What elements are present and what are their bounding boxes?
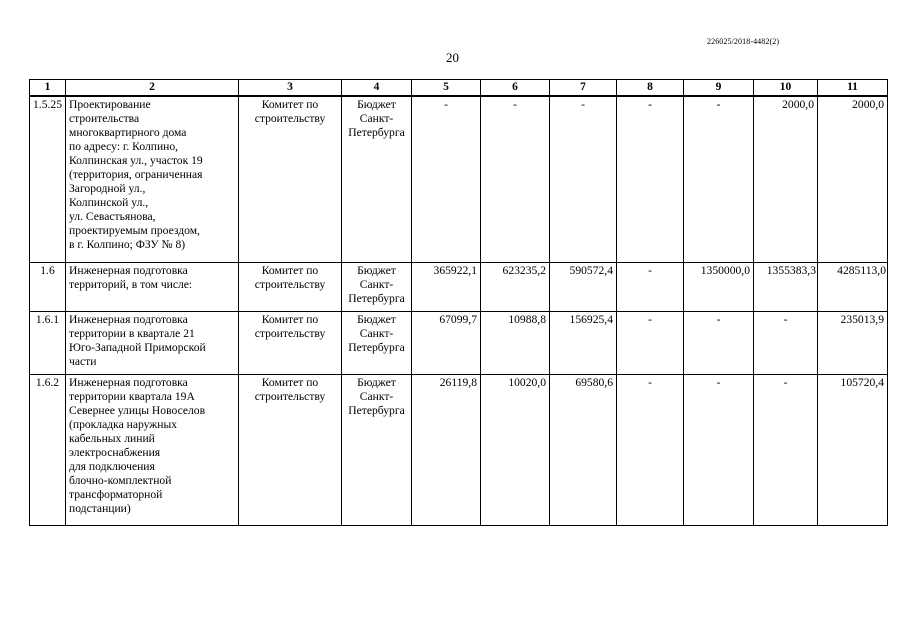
value-cell: - (684, 96, 754, 262)
column-header: 4 (342, 80, 412, 97)
column-header: 11 (818, 80, 888, 97)
value-cell: 10020,0 (481, 374, 550, 525)
value-cell: 1355383,3 (754, 262, 818, 311)
item-code: 1.6.1 (30, 311, 66, 374)
item-executor: Комитет по строительству (239, 96, 342, 262)
table-row (30, 374, 888, 525)
item-funding-source: Бюджет Санкт- Петербурга (342, 374, 412, 525)
value-cell: 26119,8 (412, 374, 481, 525)
item-name: Проектирование строительства многоквартирного дома по адресу: г. Колпино, Колпинская ул., участок 19 (территория, ограниченная Загородной ул., Колпинской ул., ул. Севастьянова, проектируемым проездом, в г. Колпино; ФЗУ № 8) (66, 96, 239, 262)
item-code: 1.6.2 (30, 374, 66, 525)
item-funding-source: Бюджет Санкт- Петербурга (342, 311, 412, 374)
page-number: 20 (446, 50, 459, 65)
value-cell: 590572,4 (550, 262, 617, 311)
value-cell: - (617, 374, 684, 525)
column-header: 7 (550, 80, 617, 97)
value-cell: 235013,9 (818, 311, 888, 374)
value-cell: 2000,0 (754, 96, 818, 262)
table-row (30, 311, 888, 374)
value-cell: 67099,7 (412, 311, 481, 374)
item-name: Инженерная подготовка территорий, в том числе: (66, 262, 239, 311)
column-header: 8 (617, 80, 684, 97)
value-cell: - (617, 96, 684, 262)
item-name: Инженерная подготовка территории квартала 19А Севернее улицы Новоселов (прокладка наружных кабельных линий электроснабжения для подключения блочно-комплектной трансформаторной подстанции) (66, 374, 239, 525)
value-cell: 4285113,0 (818, 262, 888, 311)
column-header: 2 (66, 80, 239, 97)
column-header: 6 (481, 80, 550, 97)
value-cell: - (550, 96, 617, 262)
document-id: 226025/2018-4482(2) (707, 37, 780, 46)
item-code: 1.5.25 (30, 96, 66, 262)
item-name: Инженерная подготовка территории в квартале 21 Юго-Западной Приморской части (66, 311, 239, 374)
table-row (30, 96, 888, 262)
value-cell: 1350000,0 (684, 262, 754, 311)
column-header: 1 (30, 80, 66, 97)
budget-table (29, 79, 888, 526)
column-header: 5 (412, 80, 481, 97)
value-cell: 156925,4 (550, 311, 617, 374)
value-cell: 623235,2 (481, 262, 550, 311)
column-header: 3 (239, 80, 342, 97)
table-row (30, 262, 888, 311)
value-cell: - (684, 374, 754, 525)
value-cell: - (412, 96, 481, 262)
value-cell: 2000,0 (818, 96, 888, 262)
value-cell: 105720,4 (818, 374, 888, 525)
value-cell: - (481, 96, 550, 262)
value-cell: - (754, 374, 818, 525)
item-funding-source: Бюджет Санкт- Петербурга (342, 96, 412, 262)
item-funding-source: Бюджет Санкт- Петербурга (342, 262, 412, 311)
value-cell: - (684, 311, 754, 374)
value-cell: 365922,1 (412, 262, 481, 311)
column-number-row (30, 80, 888, 97)
column-header: 9 (684, 80, 754, 97)
value-cell: 69580,6 (550, 374, 617, 525)
item-executor: Комитет по строительству (239, 311, 342, 374)
value-cell: - (617, 262, 684, 311)
value-cell: - (617, 311, 684, 374)
value-cell: - (754, 311, 818, 374)
item-executor: Комитет по строительству (239, 262, 342, 311)
column-header: 10 (754, 80, 818, 97)
value-cell: 10988,8 (481, 311, 550, 374)
item-code: 1.6 (30, 262, 66, 311)
item-executor: Комитет по строительству (239, 374, 342, 525)
